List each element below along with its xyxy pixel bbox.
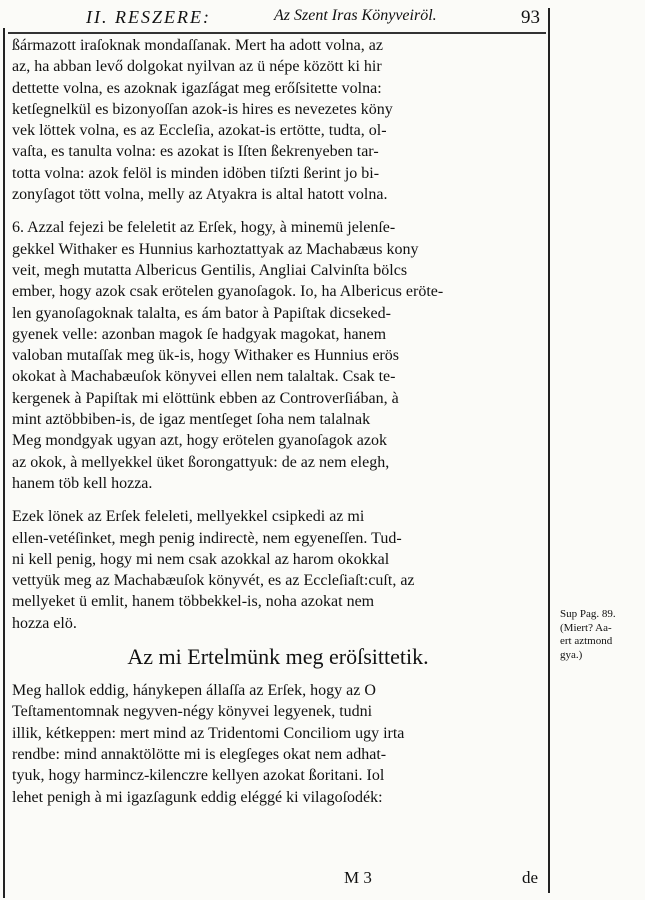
text-line: lehet penigh à mi igazſagunk eddig eléggé ki vilagoſodék:	[12, 788, 383, 806]
text-line: gekkel Withaker es Hunnius karhoztattyak az Machabæus kony	[12, 240, 419, 258]
section-heading: Az mi Ertelmünk meg eröſsittetik.	[127, 644, 429, 670]
text-line: az, ha abban levő dolgokat nyilvan az ü népe között ki hir	[12, 58, 382, 76]
signature-mark: M 3	[344, 868, 372, 887]
left-border-rule	[3, 28, 5, 898]
header-part: II. RESZERE:	[86, 7, 211, 27]
text-line: illik, kétkeppen: mert mind az Tridentomi Conciliom ugy irta	[12, 724, 405, 742]
text-line: dettette volna, es azoknak igazſágat meg erőſsitette volna:	[12, 79, 382, 97]
margin-note-line: (Miert? Aa-	[560, 621, 612, 634]
text-line: ketſegnelkül es bizonyoſſan azok-is hires es nevezetes köny	[12, 100, 393, 118]
margin-note-line: Sup Pag. 89.	[560, 608, 616, 620]
paragraph-2	[12, 217, 544, 494]
page-number: 93	[521, 7, 540, 28]
paragraph-4	[12, 680, 544, 808]
right-margin-rule	[548, 8, 550, 893]
paragraph-1	[12, 35, 544, 205]
page-body	[12, 35, 544, 808]
text-line: rendbe: mind annaktölötte mi is elegſeges okat nem adhat-	[12, 745, 387, 763]
text-line: valoban mutaſſak meg ük-is, hogy Withaker es Hunnius erös	[12, 347, 399, 365]
catchword: de	[522, 868, 539, 887]
text-line: len gyanoſagoknak talalta, es ám bator à Papiſtak dicseked-	[12, 304, 391, 322]
text-line: hozza elö.	[12, 614, 77, 632]
text-line: tyuk, hogy harmincz-kilenczre kellyen azokat ßoritani. Iol	[12, 767, 385, 785]
marginal-note	[560, 608, 642, 662]
text-line: Meg hallok eddig, hánykepen állaſſa az Erſek, hogy az O	[12, 682, 376, 700]
text-line: gyenek velle: azonban magok ſe hadgyak magokat, hanem	[12, 325, 387, 343]
margin-note-line: gya.)	[560, 648, 583, 661]
text-line: vettyük meg az Machabæuſok könyvét, es az Eccleſiaſt:cuſt, az	[12, 572, 415, 590]
text-line: vek löttek volna, es az Eccleſia, azokat-is ertötte, tudta, ol-	[12, 122, 387, 140]
text-line: az okok, à mellyekkel üket ßorongattyuk: de az nem elegh,	[12, 453, 390, 471]
text-line: Meg mondgyak ugyan azt, hogy erötelen gyanoſagok azok	[12, 432, 387, 450]
text-line: zonyſagot tött volna, melly az Atyakra is altal hatott volna.	[12, 186, 388, 204]
margin-note-line: ert aztmond	[560, 635, 613, 647]
header-rule	[8, 32, 546, 34]
text-line: mellyeket ü emlit, hanem többekkel-is, noha azokat nem	[12, 593, 375, 611]
text-line: 6. Azzal fejezi be feleletit az Erſek, hogy, à minemü jelenſe-	[12, 219, 396, 237]
text-line: hanem töb kell hozza.	[12, 474, 153, 492]
header-title: Az Szent Iras Könyveiröl.	[274, 7, 437, 24]
text-line: totta volna: azok felöl is minden idöben tiſzti ßerint jo bi-	[12, 164, 380, 182]
text-line: mint aztöbbiben-is, de igaz mentſeget ſoha nem talalnak	[12, 411, 371, 429]
paragraph-gap	[12, 494, 544, 506]
text-line: kergenek à Papiſtak mi elöttünk ebben az Controverſiában, à	[12, 389, 399, 407]
text-line: ni kell penig, hogy mi nem csak azokkal az harom okokkal	[12, 550, 390, 568]
text-line: ßármazott iraſoknak mondaſſanak. Mert ha adott volna, az	[12, 37, 383, 54]
paragraph-3	[12, 506, 544, 634]
text-line: vaſta, es tanulta volna: es azokat is Iſten ßekrenyeben tar-	[12, 143, 379, 161]
paragraph-gap	[12, 205, 544, 217]
text-line: veit, megh mutatta Albericus Gentilis, Angliai Calvinſta bölcs	[12, 261, 408, 279]
text-line: okokat à Machabæuſok könyvei ellen nem talaltak. Csak te-	[12, 368, 396, 386]
running-header	[14, 4, 546, 32]
text-line: ellen-vetéſinket, megh penig indirectè, nem egyeneſſen. Tud-	[12, 529, 402, 547]
text-line: ember, hogy azok csak erötelen gyanoſagok. Io, ha Albericus eröte-	[12, 283, 444, 301]
text-line: Ezek lönek az Erſek feleleti, mellyekkel csipkedi az mi	[12, 508, 365, 526]
page-footer	[12, 866, 548, 890]
text-line: Teſtamentomnak negyven-négy könyvei legyenek, tudni	[12, 703, 373, 721]
